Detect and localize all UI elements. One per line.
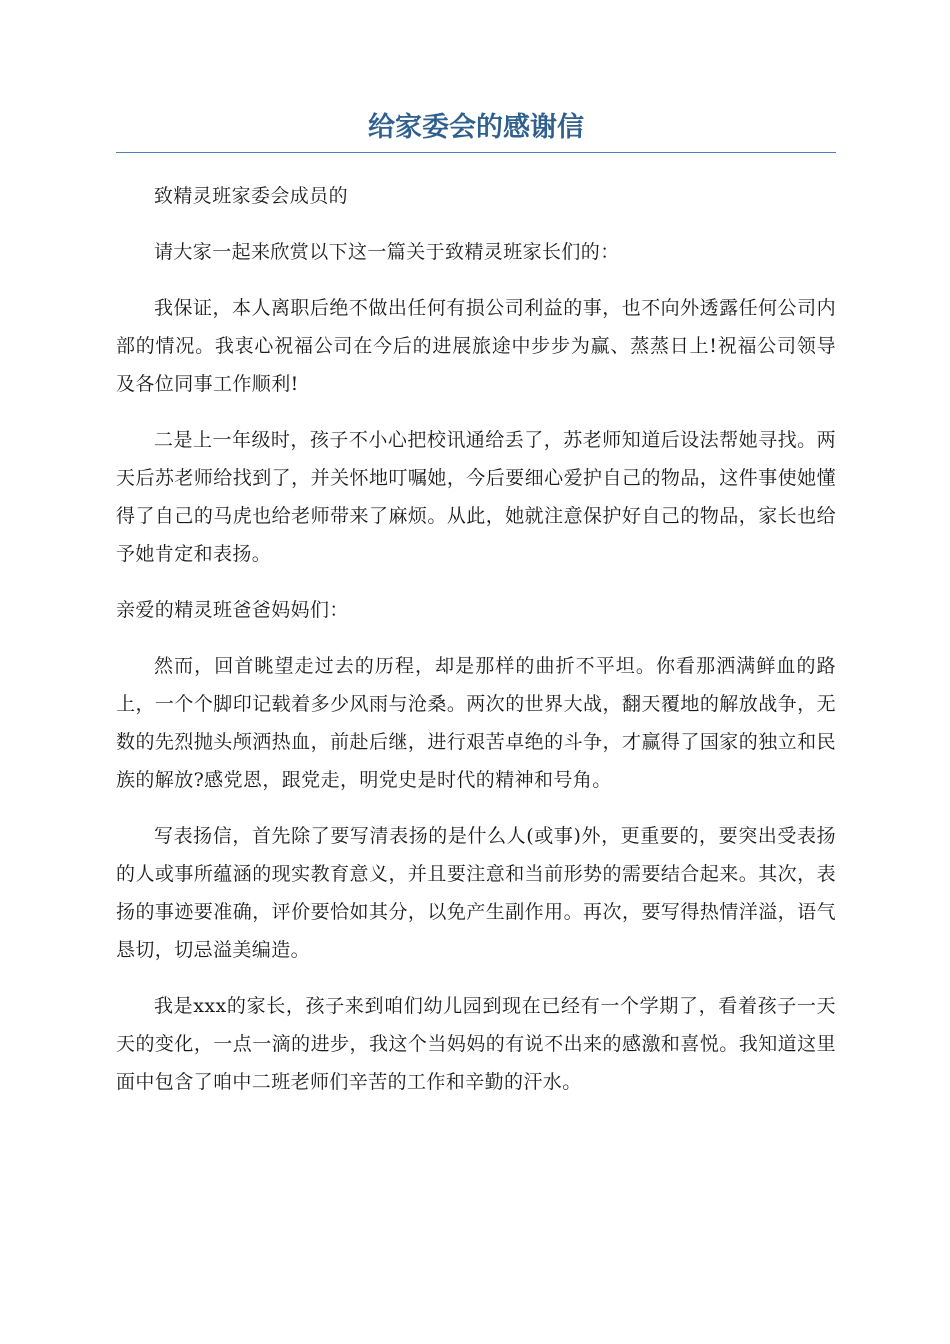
document-body	[116, 177, 836, 1101]
document-page	[116, 108, 836, 1119]
paragraph: 我是xxx的家长，孩子来到咱们幼儿园到现在已经有一个学期了，看着孩子一天天的变化，一点一滴的进步，我这个当妈妈的有说不出来的感激和喜悦。我知道这里面中包含了咱中二班老师们辛苦的工作和辛勤的汗水。	[116, 995, 836, 1093]
paragraph: 致精灵班家委会成员的	[154, 185, 349, 207]
paragraph: 写表扬信，首先除了要写清表扬的是什么人(或事)外，更重要的，要突出受表扬的人或事所蕴涵的现实教育意义，并且要注意和当前形势的需要结合起来。其次，表扬的事迹要准确，评价要恰如其分，以免产生副作用。再次，要写得热情洋溢，语气恳切，切忌溢美编造。	[116, 825, 836, 961]
page-title: 给家委会的感谢信	[116, 108, 836, 153]
paragraph: 二是上一年级时，孩子不小心把校讯通给丢了，苏老师知道后设法帮她寻找。两天后苏老师给找到了，并关怀地叮嘱她，今后要细心爱护自己的物品，这件事使她懂得了自己的马虎也给老师带来了麻烦。从此，她就注意保护好自己的物品，家长也给予她肯定和表扬。	[116, 429, 836, 565]
paragraph: 我保证，本人离职后绝不做出任何有损公司利益的事，也不向外透露任何公司内部的情况。我衷心祝福公司在今后的进展旅途中步步为赢、蒸蒸日上!祝福公司领导及各位同事工作顺利!	[116, 297, 836, 395]
paragraph: 然而，回首眺望走过去的历程，却是那样的曲折不平坦。你看那洒满鲜血的路上，一个个脚印记载着多少风雨与沧桑。两次的世界大战，翻天覆地的解放战争，无数的先烈抛头颅洒热血，前赴后继，进行艰苦卓绝的斗争，才赢得了国家的独立和民族的解放?感党恩，跟党走，明党史是时代的精神和号角。	[116, 655, 836, 791]
paragraph: 请大家一起来欣赏以下这一篇关于致精灵班家长们的：	[154, 241, 620, 263]
salutation: 亲爱的精灵班爸爸妈妈们：	[116, 599, 349, 621]
